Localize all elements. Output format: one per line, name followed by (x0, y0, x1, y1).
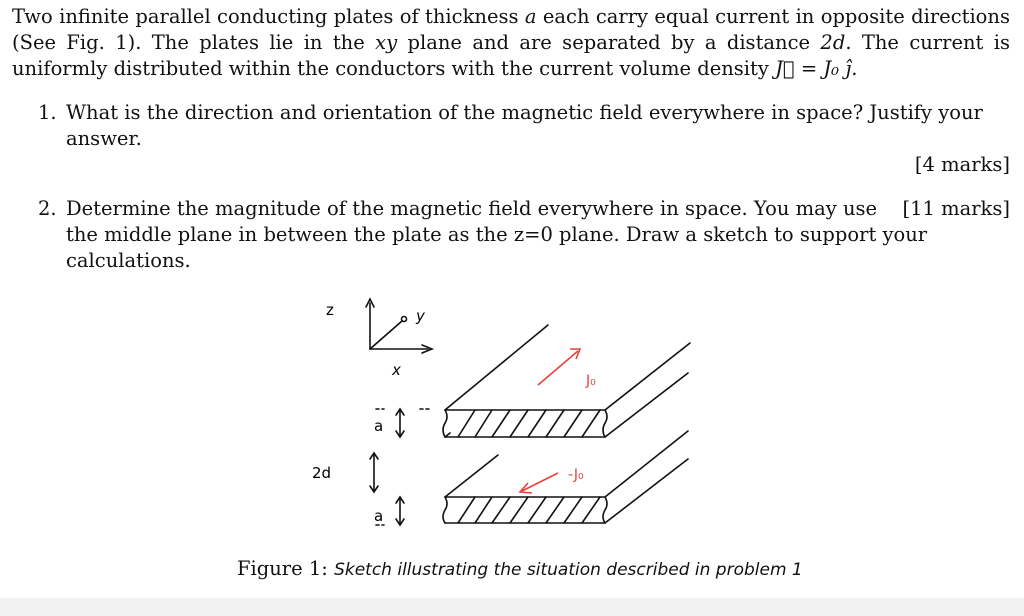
figure-caption (237, 556, 837, 583)
problem-statement (12, 4, 1010, 82)
current-label-bottom: -J₀ (568, 467, 584, 483)
intro-text-3: plane and are separated by a distance (407, 31, 811, 54)
thickness-label-bottom: a (374, 507, 384, 525)
figure-caption-text: Sketch illustrating the situation described in problem 1 (334, 560, 803, 580)
question-1-marks: [4 marks] (914, 153, 1010, 176)
question-2 (38, 196, 1010, 274)
intro-text-1: Two infinite parallel conducting plates of thickness (12, 5, 519, 28)
current-arrow-top-icon (538, 349, 580, 385)
plane-symbol: xy (375, 31, 398, 54)
thickness-symbol: a (524, 5, 537, 28)
question-2-marks: [11 marks] (902, 197, 1010, 220)
current-arrow-bottom-icon (520, 473, 558, 493)
question-2-text: Determine the magnitude of the magnetic field everywhere in space. You may use the middle plane in between the plate as the z=0 plane. Draw a sketch to support your calculations. (66, 197, 928, 272)
thickness-label-top: a (374, 417, 384, 435)
bottom-plate (443, 431, 688, 523)
plates-sketch (270, 285, 750, 545)
current-label-top: J₀ (586, 373, 596, 389)
axis-y-label: y (416, 307, 425, 325)
intro-text-4: . The current is uniformly distributed within the conductors with the current volume density (12, 31, 1010, 80)
question-1-number: 1. (38, 101, 57, 124)
page-bottom-strip (0, 598, 1024, 616)
intro-text-2: each carry equal current in opposite directions (See Fig. 1). The plates lie in the (12, 5, 1010, 54)
top-plate (443, 325, 690, 437)
question-1 (38, 100, 1010, 178)
question-2-number: 2. (38, 197, 57, 220)
axis-z-label: z (326, 301, 334, 319)
question-1-text: What is the direction and orientation of the magnetic field everywhere in space? Justify your answer. (66, 101, 983, 150)
figure-caption-label: Figure 1: (237, 557, 328, 580)
separation-symbol: 2d (820, 31, 846, 54)
separation-label: 2d (312, 464, 332, 482)
axis-x-label: x (392, 361, 401, 379)
current-density-expression: J⃗ = J₀ ĵ. (775, 57, 858, 80)
